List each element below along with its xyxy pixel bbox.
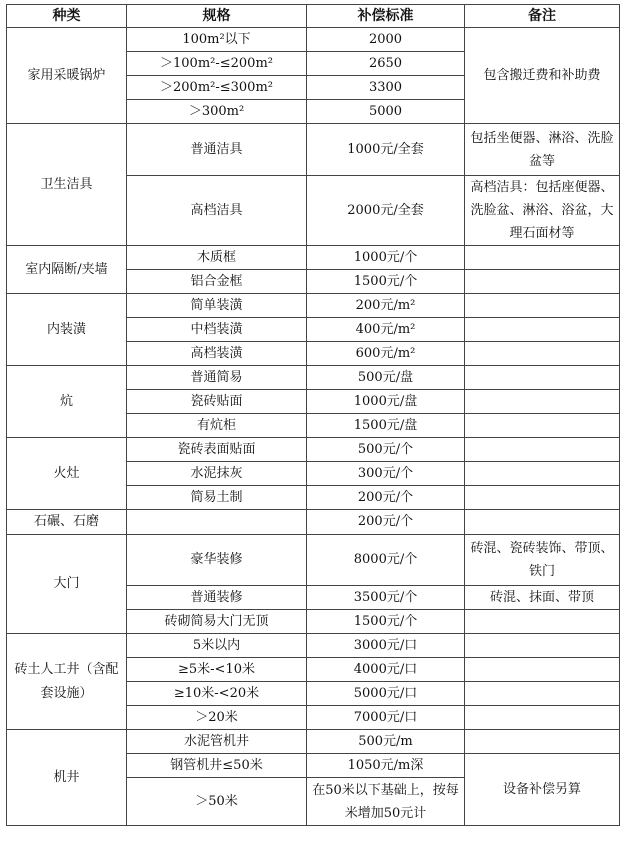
standard-cell: 2000元/全套	[307, 176, 465, 246]
compensation-table	[6, 4, 620, 826]
standard-cell: 200元/个	[307, 510, 465, 535]
spec-cell: ≥10米-<20米	[127, 682, 307, 706]
spec-cell: 豪华装修	[127, 535, 307, 586]
spec-cell: 木质框	[127, 246, 307, 270]
category-cell: 室内隔断/夹墙	[7, 246, 127, 294]
standard-cell: 300元/个	[307, 462, 465, 486]
spec-cell	[127, 510, 307, 535]
header-row	[7, 5, 620, 28]
table-row	[7, 438, 620, 462]
header-category: 种类	[7, 5, 127, 28]
standard-cell: 5000元/口	[307, 682, 465, 706]
spec-cell: ＞200m²-≤300m²	[127, 76, 307, 100]
standard-cell: 3000元/口	[307, 634, 465, 658]
table-row	[7, 28, 620, 52]
note-cell: 设备补偿另算	[465, 754, 620, 826]
note-cell	[465, 610, 620, 634]
note-cell: 高档洁具：包括座便器、洗脸盆、淋浴、浴盆，大理石面材等	[465, 176, 620, 246]
note-cell: 包括坐便器、淋浴、洗脸盆等	[465, 124, 620, 176]
spec-cell: 高档洁具	[127, 176, 307, 246]
note-cell: 砖混、抹面、带顶	[465, 586, 620, 610]
spec-cell: 高档装潢	[127, 342, 307, 366]
table-row	[7, 246, 620, 270]
standard-cell: 3500元/个	[307, 586, 465, 610]
table-row	[7, 124, 620, 176]
spec-cell: 100m²以下	[127, 28, 307, 52]
standard-cell: 2000	[307, 28, 465, 52]
table-row	[7, 294, 620, 318]
category-cell: 火灶	[7, 438, 127, 510]
note-cell	[465, 510, 620, 535]
standard-cell: 1500元/个	[307, 270, 465, 294]
spec-cell: 铝合金框	[127, 270, 307, 294]
note-cell	[465, 246, 620, 270]
standard-cell: 400元/m²	[307, 318, 465, 342]
spec-cell: 有炕柜	[127, 414, 307, 438]
note-cell	[465, 634, 620, 658]
spec-cell: ≥5米-<10米	[127, 658, 307, 682]
note-cell	[465, 270, 620, 294]
standard-cell: 4000元/口	[307, 658, 465, 682]
note-cell	[465, 682, 620, 706]
spec-cell: 5米以内	[127, 634, 307, 658]
standard-cell: 7000元/口	[307, 706, 465, 730]
header-spec: 规格	[127, 5, 307, 28]
category-cell: 砖土人工井（含配套设施）	[7, 634, 127, 730]
note-cell	[465, 706, 620, 730]
spec-cell: 普通简易	[127, 366, 307, 390]
spec-cell: 水泥抹灰	[127, 462, 307, 486]
standard-cell: 1050元/m深	[307, 754, 465, 778]
note-cell	[465, 438, 620, 462]
table-row	[7, 730, 620, 754]
note-cell	[465, 730, 620, 754]
spec-cell: 砖砌简易大门无顶	[127, 610, 307, 634]
category-cell: 石碾、石磨	[7, 510, 127, 535]
note-cell	[465, 462, 620, 486]
spec-cell: 水泥管机井	[127, 730, 307, 754]
spec-cell: 钢管机井≤50米	[127, 754, 307, 778]
standard-cell: 1500元/个	[307, 610, 465, 634]
spec-cell: ＞100m²-≤200m²	[127, 52, 307, 76]
spec-cell: ＞20米	[127, 706, 307, 730]
table-row	[7, 535, 620, 586]
spec-cell: 普通装修	[127, 586, 307, 610]
header-note: 备注	[465, 5, 620, 28]
note-cell	[465, 294, 620, 318]
category-cell: 炕	[7, 366, 127, 438]
standard-cell: 200元/个	[307, 486, 465, 510]
standard-cell: 在50米以下基础上，按每米增加50元计	[307, 778, 465, 826]
table-row	[7, 510, 620, 535]
category-cell: 内装潢	[7, 294, 127, 366]
header-standard: 补偿标准	[307, 5, 465, 28]
standard-cell: 1500元/盘	[307, 414, 465, 438]
note-cell	[465, 390, 620, 414]
category-cell: 机井	[7, 730, 127, 826]
note-cell: 包含搬迁费和补助费	[465, 28, 620, 124]
category-cell: 大门	[7, 535, 127, 634]
spec-cell: 简单装潢	[127, 294, 307, 318]
standard-cell: 3300	[307, 76, 465, 100]
spec-cell: 中档装潢	[127, 318, 307, 342]
category-cell: 卫生洁具	[7, 124, 127, 246]
standard-cell: 1000元/个	[307, 246, 465, 270]
spec-cell: 瓷砖贴面	[127, 390, 307, 414]
standard-cell: 500元/m	[307, 730, 465, 754]
note-cell	[465, 342, 620, 366]
standard-cell: 8000元/个	[307, 535, 465, 586]
note-cell	[465, 414, 620, 438]
table-row	[7, 634, 620, 658]
spec-cell: 普通洁具	[127, 124, 307, 176]
category-cell: 家用采暖锅炉	[7, 28, 127, 124]
standard-cell: 2650	[307, 52, 465, 76]
spec-cell: ＞50米	[127, 778, 307, 826]
note-cell: 砖混、瓷砖装饰、带顶、铁门	[465, 535, 620, 586]
spec-cell: ＞300m²	[127, 100, 307, 124]
standard-cell: 600元/m²	[307, 342, 465, 366]
standard-cell: 1000元/盘	[307, 390, 465, 414]
note-cell	[465, 658, 620, 682]
note-cell	[465, 486, 620, 510]
standard-cell: 500元/个	[307, 438, 465, 462]
standard-cell: 5000	[307, 100, 465, 124]
standard-cell: 200元/m²	[307, 294, 465, 318]
spec-cell: 简易土制	[127, 486, 307, 510]
note-cell	[465, 318, 620, 342]
standard-cell: 1000元/全套	[307, 124, 465, 176]
note-cell	[465, 366, 620, 390]
table-row	[7, 366, 620, 390]
standard-cell: 500元/盘	[307, 366, 465, 390]
spec-cell: 瓷砖表面贴面	[127, 438, 307, 462]
